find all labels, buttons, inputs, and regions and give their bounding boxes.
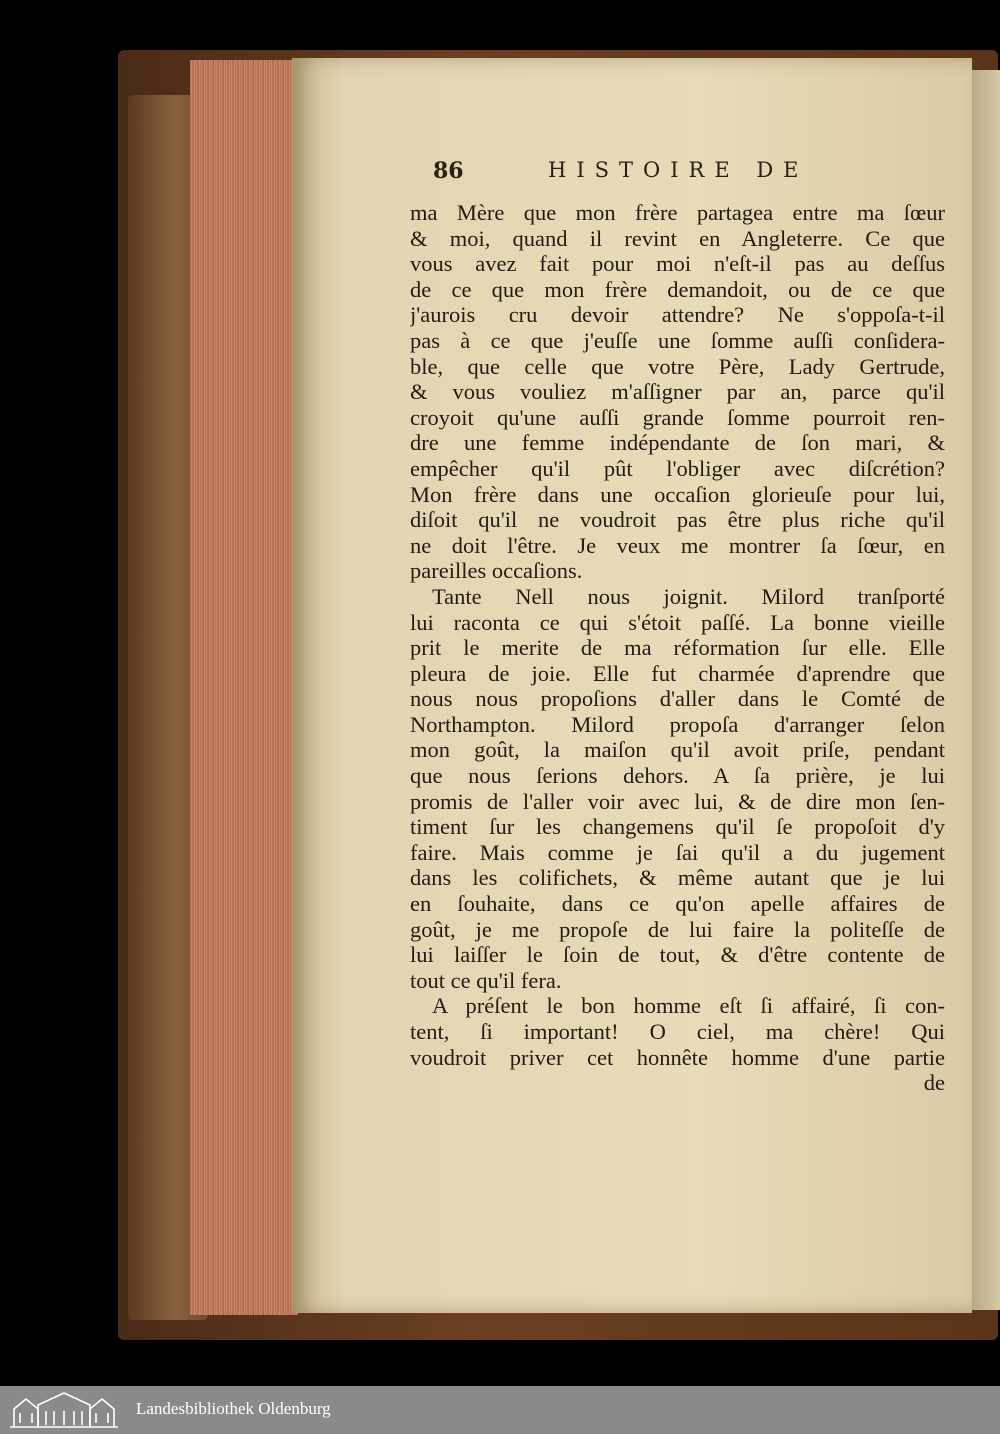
running-head [433, 158, 953, 198]
text-line: empêcher qu'il pût l'obliger avec diſcrétion? [410, 455, 945, 481]
text-line: dans les colifichets, & même autant que je lui [410, 865, 945, 891]
text-line: timent ſur les changemens qu'il ſe propoſoit d'y [410, 814, 945, 840]
text-line: dre une femme indépendante de ſon mari, & [410, 430, 945, 456]
facing-page [968, 70, 1000, 1310]
text-line: croyoit qu'une auſſi grande ſomme pourroit ren- [410, 404, 945, 430]
text-line: pas à ce que j'euſſe une ſomme auſſi conſidera- [410, 327, 945, 353]
text-line: en ſouhaite, dans ce qu'on apelle affaires de [410, 891, 945, 917]
text-line: Mon frère dans une occaſion glorieuſe pour lui, [410, 481, 945, 507]
library-name: Landesbibliothek Oldenburg [136, 1399, 331, 1418]
text-line: & vous vouliez m'aſſigner par an, parce qu'il [410, 379, 945, 405]
text-line: nous nous propoſions d'aller dans le Comté de [410, 686, 945, 712]
catchword: de [923, 1070, 945, 1096]
page-edges [190, 60, 298, 1315]
text-line: j'aurois cru devoir attendre? Ne s'oppoſa-t-il [410, 302, 945, 328]
text-line: A préſent le bon homme eſt ſi affairé, ſi con- [432, 993, 945, 1019]
library-footer [0, 1386, 1000, 1434]
text-line: ne doit l'être. Je veux me montrer ſa ſœur, en [410, 532, 945, 558]
text-line: mon goût, la maiſon qu'il avoit priſe, pendant [410, 737, 945, 763]
page-number: 86 [433, 158, 464, 184]
text-line: que nous ſerions dehors. A ſa prière, je lui [410, 763, 945, 789]
text-line: lui laiſſer le ſoin de tout, & d'être contente de [410, 942, 945, 968]
text-line: de ce que mon frère demandoit, ou de ce que [410, 276, 945, 302]
body-text [410, 200, 945, 1096]
text-line: lui raconta ce qui s'étoit paſſé. La bonne vieille [410, 609, 945, 635]
text-line: vous avez fait pour moi n'eſt-il pas au deſſus [410, 251, 945, 277]
text-line: pleura de joie. Elle fut charmée d'aprendre que [410, 660, 945, 686]
text-line: Tante Nell nous joignit. Milord tranſporté [432, 583, 945, 609]
text-line: promis de l'aller voir avec lui, & de dire mon ſen- [410, 788, 945, 814]
text-line: tout ce qu'il fera. [410, 967, 562, 993]
text-line: tent, ſi important! O ciel, ma chère! Qui [410, 1019, 945, 1044]
text-line: pareilles occaſions. [410, 558, 583, 584]
library-building-icon [8, 1391, 120, 1429]
text-line: prit le merite de ma réformation ſur elle. Elle [410, 635, 945, 661]
text-line: ma Mère que mon frère partagea entre ma ſœur [410, 200, 945, 225]
running-title: HISTOIRE DE [548, 158, 809, 182]
text-line: ble, que celle que votre Père, Lady Gertrude, [410, 353, 945, 379]
text-line: Northampton. Milord propoſa d'arranger ſelon [410, 711, 945, 737]
text-line: voudroit priver cet honnête homme d'une partie [410, 1044, 945, 1070]
text-line: faire. Mais comme je ſai qu'il a du jugement [410, 839, 945, 865]
text-line: & moi, quand il revint en Angleterre. Ce que [410, 225, 945, 251]
text-line: goût, je me propoſe de lui faire la politeſſe de [410, 916, 945, 942]
text-line: diſoit qu'il ne voudroit pas être plus riche qu'il [410, 507, 945, 533]
